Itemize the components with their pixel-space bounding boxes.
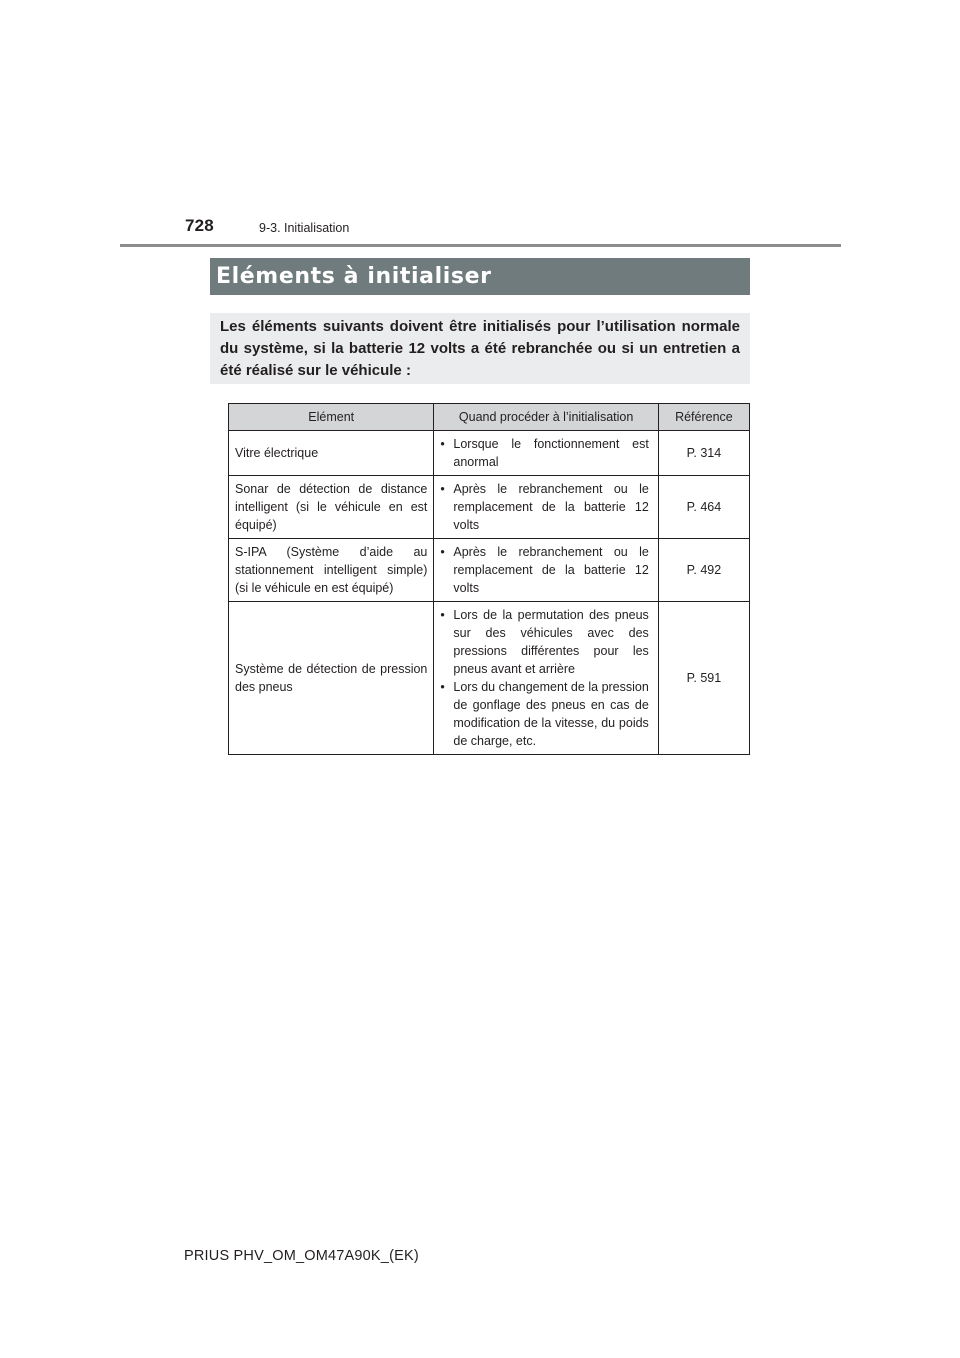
bullet-mark: •: [440, 437, 445, 451]
column-header-element: Elément: [229, 404, 434, 431]
intro-box: [210, 313, 750, 384]
reference-cell: P. 314: [658, 431, 749, 476]
table-row: [229, 476, 750, 539]
table-row: [229, 431, 750, 476]
footer-document-id: PRIUS PHV_OM_OM47A90K_(EK): [184, 1248, 419, 1264]
table-row: [229, 602, 750, 755]
column-header-reference: Référence: [658, 404, 749, 431]
bullet-item: [440, 543, 648, 597]
when-cell: [434, 431, 658, 476]
element-cell: Vitre électrique: [229, 431, 434, 476]
bullet-text: Après le rebranchement ou le remplacement de la batterie 12 volts: [453, 482, 649, 532]
bullet-mark: •: [440, 680, 445, 694]
bullet-item: [440, 435, 648, 471]
bullet-mark: •: [440, 545, 445, 559]
bullet-text: Lors du changement de la pression de gonflage des pneus en cas de modification de la vitesse, du poids de charge, etc.: [453, 680, 649, 748]
bullet-mark: •: [440, 482, 445, 496]
reference-cell: P. 492: [658, 539, 749, 602]
page-title: Eléments à initialiser: [216, 264, 492, 289]
bullet-text: Après le rebranchement ou le remplacement de la batterie 12 volts: [453, 545, 649, 595]
table-row: [229, 539, 750, 602]
when-cell: [434, 539, 658, 602]
column-header-when: Quand procéder à l’initialisation: [434, 404, 658, 431]
reference-cell: P. 591: [658, 602, 749, 755]
element-cell: Sonar de détection de distance intelligent (si le véhicule en est équipé): [229, 476, 434, 539]
bullet-mark: •: [440, 608, 445, 622]
section-label: 9-3. Initialisation: [259, 221, 350, 235]
page-number: 728: [185, 216, 214, 235]
bullet-item: [440, 480, 648, 534]
initialization-table: [228, 403, 750, 755]
element-cell: S-IPA (Système d’aide au stationnement intelligent simple) (si le véhicule en est équipé): [229, 539, 434, 602]
bullet-text: Lors de la permutation des pneus sur des véhicules avec des pressions différentes pour les pneus avant et arrière: [453, 608, 649, 676]
reference-cell: P. 464: [658, 476, 749, 539]
title-bar: [210, 258, 750, 295]
when-cell: [434, 476, 658, 539]
bullet-item: [440, 606, 648, 678]
table-header-row: [229, 404, 750, 431]
intro-text: Les éléments suivants doivent être initialisés pour l’utilisation normale du système, si la batterie 12 volts a été rebranchée ou si un entretien a été réalisé sur le véhicule :: [220, 318, 740, 379]
header-rule: [120, 244, 841, 247]
element-cell: Système de détection de pression des pneus: [229, 602, 434, 755]
when-cell: [434, 602, 658, 755]
bullet-text: Lorsque le fonctionnement est anormal: [453, 437, 649, 469]
bullet-item: [440, 678, 648, 750]
